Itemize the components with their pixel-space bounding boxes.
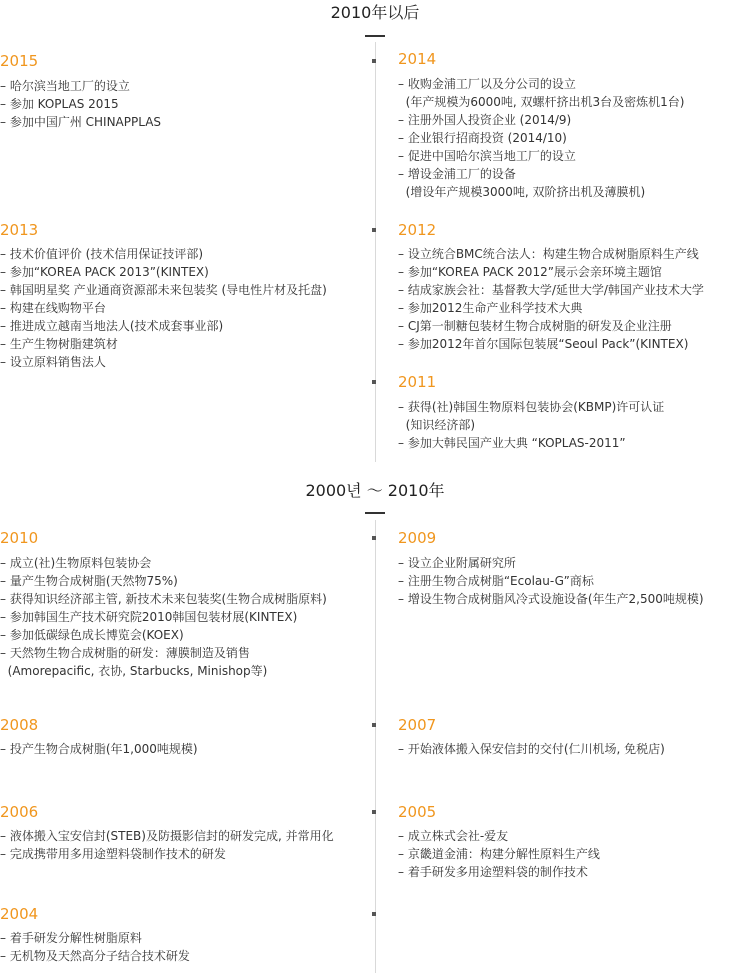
timeline-dot	[372, 810, 376, 814]
list-item: – 天然物生物合成树脂的研发：薄膜制造及销售	[0, 644, 327, 662]
list-item: – 参加“KOREA PACK 2012”展示会亲环境主题馆	[398, 263, 704, 281]
list-item: – 技术价值评价 (技术信用保证技评部)	[0, 245, 327, 263]
list-item: – 着手研发分解性树脂原料	[0, 929, 190, 947]
list-item: – 增设金浦工厂的设备	[398, 165, 684, 183]
list-item: (知识经济部)	[405, 418, 476, 432]
list-item: – 参加 KOPLAS 2015	[0, 95, 161, 113]
list-item: – 无机物及天然高分子结合技术研发	[0, 947, 190, 965]
list-2004	[0, 929, 190, 965]
timeline-line	[375, 520, 376, 973]
list-2009	[398, 554, 704, 608]
era-heading: 2010年以后	[330, 3, 420, 22]
year-2011: 2011	[398, 373, 437, 391]
list-item: – 投产生物合成树脂(年1,000吨规模)	[0, 740, 198, 758]
year-2012: 2012	[398, 221, 437, 239]
list-item: – 结成家族会社：基督教大学/延世大学/韩国产业技术大学	[398, 281, 704, 299]
year-2009: 2009	[398, 529, 437, 547]
list-item: – 收购金浦工厂以及分公司的设立	[398, 75, 684, 93]
list-item: – 企业银行招商投资 (2014/10)	[398, 129, 684, 147]
list-item: (增设年产规模3000吨, 双阶挤出机及薄膜机)	[405, 185, 646, 199]
list-item: – 参加低碳绿色成长博览会(KOEX)	[0, 626, 327, 644]
list-item: – 设立原料销售法人	[0, 353, 327, 371]
list-item: (Amorepacific, 衣协, Starbucks, Minishop等)	[7, 664, 268, 678]
list-2010	[0, 554, 327, 680]
list-item: – 韩国明星奖 产业通商资源部未来包装奖 (导电性片材及托盘)	[0, 281, 327, 299]
list-item: – 着手研发多用途塑料袋的制作技术	[398, 863, 600, 881]
timeline-line	[375, 42, 376, 462]
list-item: – 参加大韩民国产业大典 “KOPLAS-2011”	[398, 434, 664, 452]
year-2004: 2004	[0, 905, 39, 923]
timeline-dot	[372, 228, 376, 232]
year-2007: 2007	[398, 716, 437, 734]
list-item: (年产规模为6000吨, 双螺杆挤出机3台及密炼机1台)	[405, 95, 685, 109]
list-item: – 参加中国广州 CHINAPPLAS	[0, 113, 161, 131]
list-item: – 增设生物合成树脂风冷式设施设备(年生产2,500吨规模)	[398, 590, 704, 608]
list-item: – 参加2012生命产业科学技术大典	[398, 299, 704, 317]
year-2013: 2013	[0, 221, 39, 239]
era-divider	[365, 35, 385, 37]
era-heading: 2000년 ～ 2010年	[305, 481, 445, 500]
list-item: – 设立企业附属研究所	[398, 554, 704, 572]
timeline-dot	[372, 723, 376, 727]
list-item: – 注册外国人投资企业 (2014/9)	[398, 111, 684, 129]
list-item: – 促进中国哈尔滨当地工厂的设立	[398, 147, 684, 165]
list-item: – 液体搬入宝安信封(STEB)及防摄影信封的研发完成, 并常用化	[0, 827, 334, 845]
list-item: – 开始液体搬入保安信封的交付(仁川机场, 免税店)	[398, 740, 665, 758]
list-2012	[398, 245, 704, 353]
list-2006	[0, 827, 334, 863]
year-2015: 2015	[0, 52, 39, 70]
year-2006: 2006	[0, 803, 39, 821]
year-2014: 2014	[398, 50, 437, 68]
timeline-dot	[372, 912, 376, 916]
year-2010: 2010	[0, 529, 39, 547]
list-item: – 推进成立越南当地法人(技术成套事业部)	[0, 317, 327, 335]
list-item: – 京畿道金浦：构建分解性原料生产线	[398, 845, 600, 863]
list-item: – 参加韩国生产技术研究院2010韩国包装材展(KINTEX)	[0, 608, 327, 626]
list-item: – 参加2012年首尔国际包装展“Seoul Pack”(KINTEX)	[398, 335, 704, 353]
list-item: – 获得(社)韩国生物原料包装协会(KBMP)许可认证	[398, 398, 664, 416]
list-item: – 设立统合BMC统合法人：构建生物合成树脂原料生产线	[398, 245, 704, 263]
list-2011	[398, 398, 664, 452]
list-item: – 量产生物合成树脂(天然物75%)	[0, 572, 327, 590]
list-item: – 成立(社)生物原料包装协会	[0, 554, 327, 572]
list-2014	[398, 75, 684, 201]
list-2013	[0, 245, 327, 371]
era-divider	[365, 512, 385, 514]
list-item: – 获得知识经济部主管, 新技术未来包装奖(生物合成树脂原料)	[0, 590, 327, 608]
list-item: – 参加“KOREA PACK 2013”(KINTEX)	[0, 263, 327, 281]
list-2005	[398, 827, 600, 881]
list-item: – 构建在线购物平台	[0, 299, 327, 317]
timeline-dot	[372, 536, 376, 540]
timeline-dot	[372, 59, 376, 63]
list-item: – 成立株式会社-爱友	[398, 827, 600, 845]
list-2008	[0, 740, 198, 758]
year-2005: 2005	[398, 803, 437, 821]
year-2008: 2008	[0, 716, 39, 734]
list-2015	[0, 77, 161, 131]
list-item: – 注册生物合成树脂“Ecolau-G”商标	[398, 572, 704, 590]
list-item: – 哈尔滨当地工厂的设立	[0, 77, 161, 95]
timeline-dot	[372, 380, 376, 384]
list-item: – 生产生物树脂建筑材	[0, 335, 327, 353]
list-2007	[398, 740, 665, 758]
list-item: – 完成携带用多用途塑料袋制作技术的研发	[0, 845, 334, 863]
list-item: – CJ第一制糖包装材生物合成树脂的研发及企业注册	[398, 317, 704, 335]
